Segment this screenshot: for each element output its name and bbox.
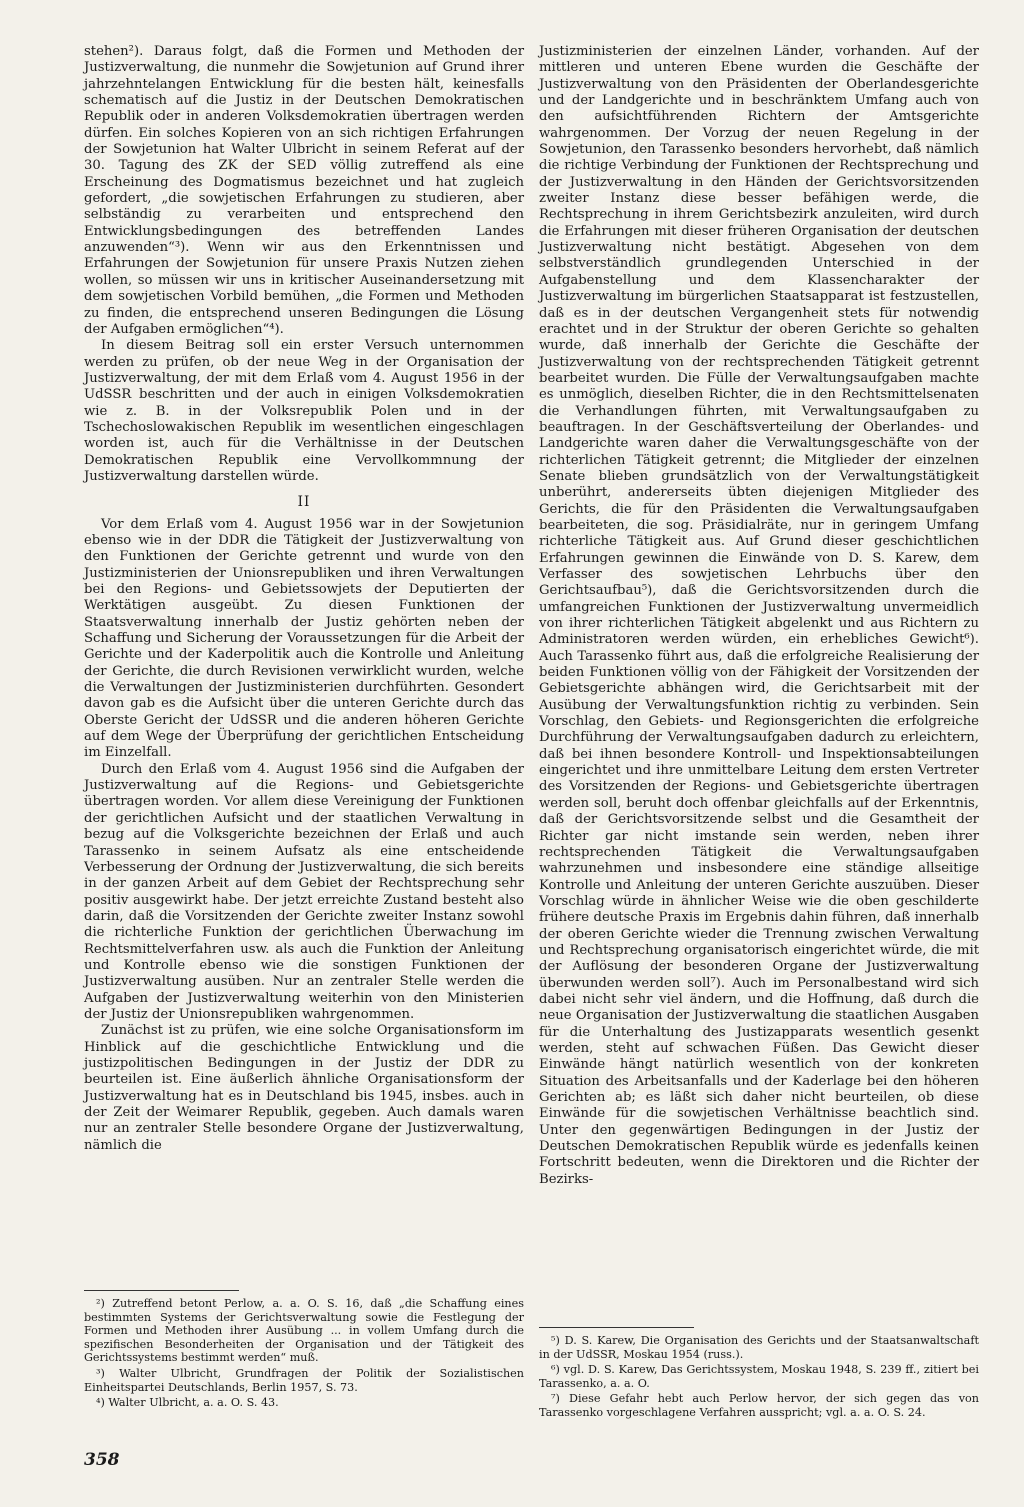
footnote: ²) Zutreffend betont Perlow, a. a. O. S. 16, daß „die Schaffung eines bestimmten Systems der Gerichtsverwaltung sowie die Festlegung der Formen und Methoden ihrer Ausübung ... in vollem Umfang durch die spezifischen Besonderheiten der Organisation und der Tätigkeit des Gerichtssystems bestimmt werden“ muß. xyxy=(84,1297,524,1365)
section-heading: II xyxy=(297,494,311,511)
paragraph: Zunächst ist zu prüfen, wie eine solche Organisationsform im Hinblick auf die geschichtliche Entwicklung und die justizpolitischen Bedingungen in der Justiz der DDR zu beurteilen ist. Eine äußerlich ähnliche Organisationsform der Justizverwaltung hat es in Deutschland bis 1945, insbes. auch in der Zeit der Weimarer Republik, gegeben. Auch damals waren nur an zentraler Stelle besondere Organe der Justizverwaltung, nämlich die xyxy=(84,1023,524,1153)
footnotes-left xyxy=(84,1290,524,1412)
page-number: 358 xyxy=(84,1450,120,1470)
paragraph: Justizministerien der einzelnen Länder, vorhanden. Auf der mittleren und unteren Ebene wurden die Geschäfte der Justizverwaltung von den Präsidenten der Oberlandesgerichte und der Landgerichte und in beschränktem Umfang auch von den aufsichtführenden Richtern der Amtsgerichte wahrgenommen. Der Vorzug der neuen Regelung in der Sowjetunion, den Tarassenko besonders hervorhebt, daß nämlich die richtige Verbindung der Funktionen der Rechtsprechung und der Justizverwaltung in den Händen der Gerichtsvorsitzenden zweiter Instanz diese besser befähigen werde, die Rechtsprechung in ihrem Gerichtsbezirk anzuleiten, wird durch die Erfahrungen mit dieser früheren Organisation der deutschen Justizverwaltung nicht bestätigt. Abgesehen von dem selbstverständlich grundlegenden Unterschied in der Aufgabenstellung und dem Klassencharakter der Justizverwaltung im bürgerlichen Staatsapparat ist festzustellen, daß es in der deutschen Vergangenheit stets für notwendig erachtet und in der Struktur der oberen Gerichte so gehalten wurde, daß innerhalb der Gerichte die Geschäfte der Justizverwaltung von der rechtsprechenden Tätigkeit getrennt bearbeitet wurden. Die Fülle der Verwaltungsaufgaben machte es unmöglich, dieselben Richter, die in den Rechtsmittelsenaten die Verhandlungen führten, mit Verwaltungsaufgaben zu beauftragen. In der Geschäftsverteilung der Oberlandes- und Landgerichte waren daher die Verwaltungsgeschäfte von der richterlichen Tätigkeit getrennt; die Mitglieder der einzelnen Senate blieben grundsätzlich von der Verwaltungstätigkeit unberührt, andererseits übten diejenigen Mitglieder des Gerichts, die für den Präsidenten die Verwaltungsaufgaben bearbeiteten, die sog. Präsidialräte, nur in geringem Umfang richterliche Tätigkeit aus. Auf Grund dieser geschichtlichen Erfahrungen gewinnen die Einwände von D. S. Karew, dem Verfasser des sowjetischen Lehrbuchs über den Gerichtsaufbau⁵), daß die Gerichtsvorsitzenden durch die umfangreichen Funktionen der Justizverwaltung unvermeidlich von ihrer richterlichen Tätigkeit abgelenkt und aus Richtern zu Administratoren werden würden, ein erhebliches Gewicht⁶). Auch Tarassenko führt aus, daß die erfolgreiche Realisierung der beiden Funktionen völlig von der Fähigkeit der Vorsitzenden der Gebietsgerichte abhängen wird, die Gerichtsarbeit mit der Ausübung der Verwaltungsfunktion richtig zu verbinden. Sein Vorschlag, den Gebiets- und Regionsgerichten die erfolgreiche Durchführung der Verwaltungsaufgaben dadurch zu erleichtern, daß bei ihnen besondere Kontroll- und Inspektionsabteilungen eingerichtet und ihre unmittelbare Leitung dem ersten Vertreter des Vorsitzenden der Regions- und Gebietsgerichte übertragen werden soll, beruht doch offenbar gleichfalls auf der Erkenntnis, daß der Gerichtsvorsitzende selbst und die Gesamtheit der Richter gar nicht imstande sein werden, neben ihrer rechtsprechenden Tätigkeit die Verwaltungsaufgaben wahrzunehmen und insbesondere eine ständige allseitige Kontrolle und Anleitung der unteren Gerichte auszuüben. Dieser Vorschlag würde in ähnlicher Weise wie die oben geschilderte frühere deutsche Praxis im Ergebnis dahin führen, daß innerhalb der oberen Gerichte wieder die Trennung zwischen Verwaltung und Rechtsprechung organisatorisch eingerichtet würde, die mit der Auflösung der besonderen Organe der Justizverwaltung überwunden werden soll⁷). Auch im Personalbestand wird sich dabei nicht sehr viel ändern, und die Hoffnung, daß durch die neue Organisation der Justizverwaltung die staatlichen Ausgaben für die Unterhaltung des Justizapparats wesentlich gesenkt werden, steht auf schwachen Füßen. Das Gewicht dieser Einwände hängt natürlich wesentlich von der konkreten Situation des Arbeitsanfalls und der Kaderlage bei den höheren Gerichten ab; es läßt sich daher nicht beurteilen, ob diese Einwände für die sowjetischen Verhältnisse beachtlich sind. Unter den gegenwärtigen Bedingungen in der Justiz der Deutschen Demokratischen Republik würde es jedenfalls keinen Fortschritt bedeuten, wenn die Direktoren und die Richter der Bezirks- xyxy=(539,44,979,1187)
footnote-rule xyxy=(84,1290,239,1291)
paragraph: Vor dem Erlaß vom 4. August 1956 war in der Sowjetunion ebenso wie in der DDR die Tätigkeit der Justizverwaltung von den Funktionen der Gerichte getrennt und wurde von den Justizministerien der Unionsrepubliken und ihren Verwaltungen bei den Regions- und Gebietssowjets der Deputierten der Werktätigen ausgeübt. Zu diesen Funktionen der Staatsverwaltung innerhalb der Justiz gehörten neben der Schaffung und Sicherung der Voraussetzungen für die Arbeit der Gerichte und der Kaderpolitik auch die Kontrolle und Anleitung der Gerichte, die durch Revisionen verwirklicht wurden, welche die Verwaltungen der Justizministerien durchführten. Gesondert davon gab es die Aufsicht über die unteren Gerichte durch das Oberste Gericht der UdSSR und die anderen höheren Gerichte auf dem Wege der Überprüfung der gerichtlichen Entscheidung im Einzelfall. xyxy=(84,516,524,761)
footnote: ⁵) D. S. Karew, Die Organisation des Gerichts und der Staatsanwaltschaft in der UdSSR, Moskau 1954 (russ.). xyxy=(539,1334,979,1361)
footnote: ⁷) Diese Gefahr hebt auch Perlow hervor, der sich gegen das von Tarassenko vorgeschlagene Verfahren ausspricht; vgl. a. a. O. S. 24. xyxy=(539,1392,979,1419)
footnotes-right xyxy=(539,1327,979,1422)
footnote: ⁶) vgl. D. S. Karew, Das Gerichtssystem, Moskau 1948, S. 239 ff., zitiert bei Tarassenko, a. a. O. xyxy=(539,1363,979,1390)
footnote-rule xyxy=(539,1327,694,1328)
footnote: ⁴) Walter Ulbricht, a. a. O. S. 43. xyxy=(96,1396,279,1410)
paragraph: stehen²). Daraus folgt, daß die Formen und Methoden der Justizverwaltung, die nunmehr die Sowjetunion auf Grund ihrer jahrzehntelangen Entwicklung für die besten hält, keinesfalls schematisch auf die Justiz in der Deutschen Demokratischen Republik oder in anderen Volksdemokratien übertragen werden dürfen. Ein solches Kopieren von an sich richtigen Erfahrungen der Sowjetunion hat Walter Ulbricht in seinem Referat auf der 30. Tagung des ZK der SED völlig zutreffend als eine Erscheinung des Dogmatismus bezeichnet und hat zugleich gefordert, „die sowjetischen Erfahrungen zu studieren, aber selbständig zu verarbeiten und entsprechend den Entwicklungsbedingungen des betreffenden Landes anzuwenden“³). Wenn wir aus den Erkenntnissen und Erfahrungen der Sowjetunion für unsere Praxis Nutzen ziehen wollen, so müssen wir uns in kritischer Auseinandersetzung mit dem sowjetischen Vorbild bemühen, „die Formen und Methoden zu finden, die entsprechend unseren Bedingungen die Lösung der Aufgaben ermöglichen“⁴). xyxy=(84,44,524,337)
footnote: ³) Walter Ulbricht, Grundfragen der Politik der Sozialistischen Einheitspartei Deutschlands, Berlin 1957, S. 73. xyxy=(84,1366,524,1394)
paragraph: In diesem Beitrag soll ein erster Versuch unternommen werden zu prüfen, ob der neue Weg in der Organisation der Justizverwaltung, der mit dem Erlaß vom 4. August 1956 in der UdSSR beschritten und der auch in einigen Volksdemokratien wie z. B. in der Volksrepublik Polen und in der Tschechoslowakischen Republik im wesentlichen eingeschlagen worden ist, auch für die Verhältnisse in der Deutschen Demokratischen Republik eine Vervollkommnung der Justizverwaltung darstellen würde. xyxy=(84,338,524,484)
paragraph: Durch den Erlaß vom 4. August 1956 sind die Aufgaben der Justizverwaltung auf die Regions- und Gebietsgerichte übertragen worden. Vor allem diese Vereinigung der Funktionen der gerichtlichen Aufsicht und der staatlichen Verwaltung in bezug auf die Volksgerichte bezeichnen der Erlaß und auch Tarassenko in seinem Aufsatz als eine entscheidende Verbesserung der Ordnung der Justizverwaltung, die sich bereits in der ganzen Arbeit auf dem Gebiet der Rechtsprechung sehr positiv ausgewirkt habe. Der jetzt erreichte Zustand besteht also darin, daß die Vorsitzenden der Gerichte zweiter Instanz sowohl die richterliche Funktion der gerichtlichen Überwachung im Rechtsmittelverfahren usw. als auch die Funktion der Anleitung und Kontrolle ebenso wie die sonstigen Funktionen der Justizverwaltung ausüben. Nur an zentraler Stelle werden die Aufgaben der Justizverwaltung weiterhin von den Ministerien der Justiz der Unionsrepubliken wahrgenommen. xyxy=(84,761,524,1022)
left-column xyxy=(84,44,524,1154)
right-column xyxy=(539,44,979,1188)
